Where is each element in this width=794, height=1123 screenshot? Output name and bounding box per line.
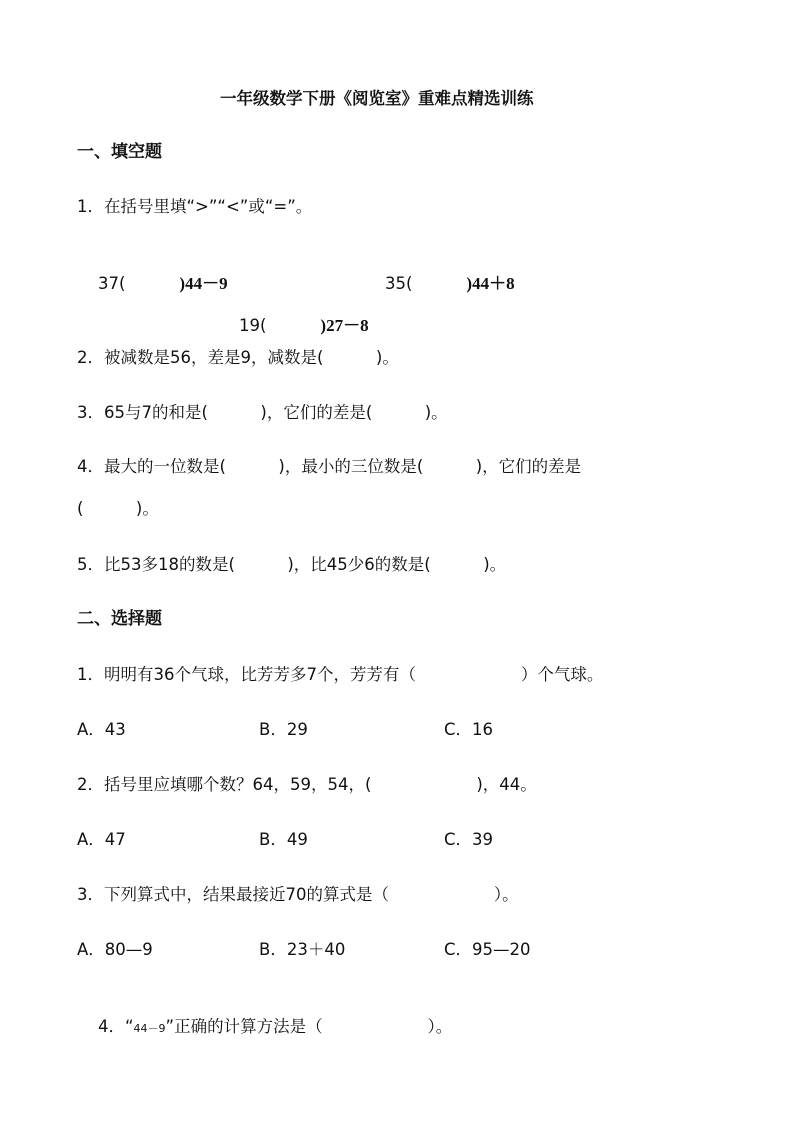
option-c[interactable]: C．39 [444,830,494,849]
compare-item-1 [77,251,228,317]
page-title: 一年级数学下册《阅览室》重难点精选训练 [220,89,534,108]
compare-left: 19( [238,316,267,335]
option-a[interactable]: A．43 [77,720,126,739]
option-a[interactable]: A．80—9 [77,940,153,959]
option-b[interactable]: B．23＋40 [259,940,346,959]
compare-left: 35( [384,274,413,293]
question-1-4-continuation: ( )。 [77,499,159,518]
compare-right: )44－9 [179,274,228,293]
expression-44-9: 44－9 [133,1022,166,1035]
option-c[interactable]: C．95—20 [444,940,531,959]
question-2-4 [77,994,452,1062]
option-a[interactable]: A．47 [77,830,126,849]
question-1-1: 1．在括号里填“>”“<”或“=”。 [77,197,313,216]
compare-right: )27－8 [320,316,369,335]
section-heading-choice: 二、选择题 [77,609,162,629]
question-2-1: 1．明明有36个气球，比芳芳多7个，芳芳有（ ）个气球。 [77,665,604,684]
question-2-3: 3．下列算式中，结果最接近70的算式是（ ）。 [77,885,519,904]
question-2-2: 2．括号里应填哪个数？64，59，54，( )，44。 [77,775,537,794]
question-1-3: 3．65与7的和是( )，它们的差是( )。 [77,403,448,422]
question-1-5: 5．比53多18的数是( )，比45少6的数是( )。 [77,555,507,574]
question-1-4: 4．最大的一位数是( )，最小的三位数是( )，它们的差是 [77,457,582,476]
question-lead: 4．“ [97,1017,134,1036]
section-heading-fill-blank: 一、填空题 [77,142,162,162]
option-c[interactable]: C．16 [444,720,494,739]
option-b[interactable]: B．49 [259,830,308,849]
compare-left: 37( [97,274,126,293]
question-1-2: 2．被减数是56，差是9，减数是( )。 [77,348,399,367]
compare-item-2 [364,251,515,317]
compare-right: )44＋8 [466,274,515,293]
option-b[interactable]: B．29 [259,720,308,739]
question-tail: ”正确的计算方法是（ ）。 [165,1017,453,1036]
